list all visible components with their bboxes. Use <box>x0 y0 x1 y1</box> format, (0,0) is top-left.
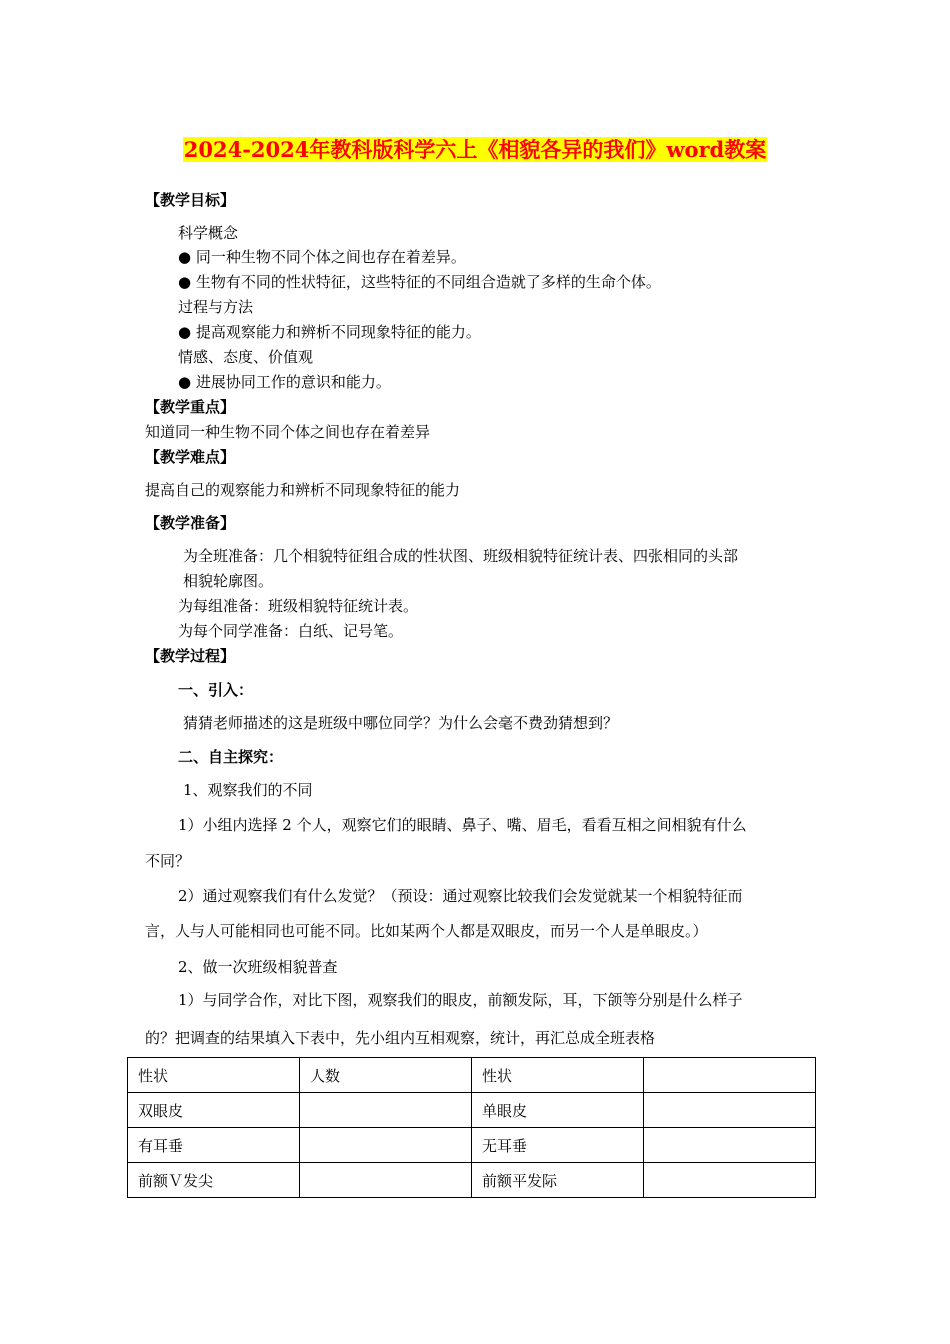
table-cell: 无耳垂 <box>472 1128 644 1163</box>
trait-survey-table <box>127 1057 816 1198</box>
table-cell <box>300 1128 472 1163</box>
table-cell <box>644 1128 816 1163</box>
key-text: 知道同一种生物不同个体之间也存在着差异 <box>145 423 431 441</box>
prep-student: 为每个同学准备：白纸、记号笔。 <box>178 622 404 640</box>
table-row <box>128 1128 816 1163</box>
prep-class-line-2: 相貌轮廓图。 <box>183 572 274 590</box>
process-item-1: ● 提高观察能力和辨析不同现象特征的能力。 <box>178 323 481 341</box>
step-1-text: 猜猜老师描述的这是班级中哪位同学？为什么会毫不费劲猜想到？ <box>183 714 619 732</box>
step-2-heading: 二、自主探究： <box>178 748 284 766</box>
sub-2-question-1-line-2: 的？把调查的结果填入下表中，先小组内互相观察，统计，再汇总成全班表格 <box>145 1029 656 1047</box>
table-row <box>128 1163 816 1198</box>
table-row <box>128 1058 816 1093</box>
table-cell <box>644 1093 816 1128</box>
process-heading: 【教学过程】 <box>145 647 236 665</box>
sub-1-question-2-line-1: 2）通过观察我们有什么发觉？（预设：通过观察比较我们会发觉就某一个相貌特征而 <box>178 887 743 905</box>
table-cell <box>644 1058 816 1093</box>
concept-label: 科学概念 <box>178 224 239 242</box>
prep-group: 为每组准备：班级相貌特征统计表。 <box>178 597 419 615</box>
sub-2-question-1-line-1: 1）与同学合作，对比下图，观察我们的眼皮，前额发际，耳，下颌等分别是什么样子 <box>178 991 743 1009</box>
prep-heading: 【教学准备】 <box>145 514 236 532</box>
table-cell: 性状 <box>472 1058 644 1093</box>
difficulty-text: 提高自己的观察能力和辨析不同现象特征的能力 <box>145 481 461 499</box>
table-cell: 单眼皮 <box>472 1093 644 1128</box>
sub-2-heading: 2、做一次班级相貌普查 <box>178 958 338 976</box>
sub-1-question-2-line-2: 言，人与人可能相同也可能不同。比如某两个人都是双眼皮，而另一个人是单眼皮。） <box>145 922 708 940</box>
key-heading: 【教学重点】 <box>145 398 236 416</box>
table-cell: 前额Ｖ发尖 <box>128 1163 300 1198</box>
table-cell: 有耳垂 <box>128 1128 300 1163</box>
sub-1-question-1-line-1: 1）小组内选择 2 个人，观察它们的眼睛、鼻子、嘴、眉毛，看看互相之间相貌有什么 <box>178 816 747 834</box>
difficulty-heading: 【教学难点】 <box>145 448 236 466</box>
table-cell: 性状 <box>128 1058 300 1093</box>
concept-item-2: ● 生物有不同的性状特征，这些特征的不同组合造就了多样的生命个体。 <box>178 273 661 291</box>
table-cell: 人数 <box>300 1058 472 1093</box>
sub-1-heading: 1、观察我们的不同 <box>183 781 313 799</box>
process-label: 过程与方法 <box>178 298 254 316</box>
table-cell: 前额平发际 <box>472 1163 644 1198</box>
prep-class-line-1: 为全班准备：几个相貌特征组合成的性状图、班级相貌特征统计表、四张相同的头部 <box>183 547 739 565</box>
table-cell <box>300 1163 472 1198</box>
table-cell <box>300 1093 472 1128</box>
goals-heading: 【教学目标】 <box>145 191 236 209</box>
table-cell: 双眼皮 <box>128 1093 300 1128</box>
document-title <box>0 133 950 167</box>
document-title-text: 2024-2024年教科版科学六上《相貌各异的我们》word教案 <box>183 137 767 162</box>
attitude-item-1: ● 进展协同工作的意识和能力。 <box>178 373 391 391</box>
concept-item-1: ● 同一种生物不同个体之间也存在着差异。 <box>178 248 466 266</box>
attitude-label: 情感、态度、价值观 <box>178 348 314 366</box>
table-cell <box>644 1163 816 1198</box>
table-row <box>128 1093 816 1128</box>
sub-1-question-1-line-2: 不同？ <box>145 852 191 870</box>
step-1-heading: 一、引入： <box>178 681 254 699</box>
